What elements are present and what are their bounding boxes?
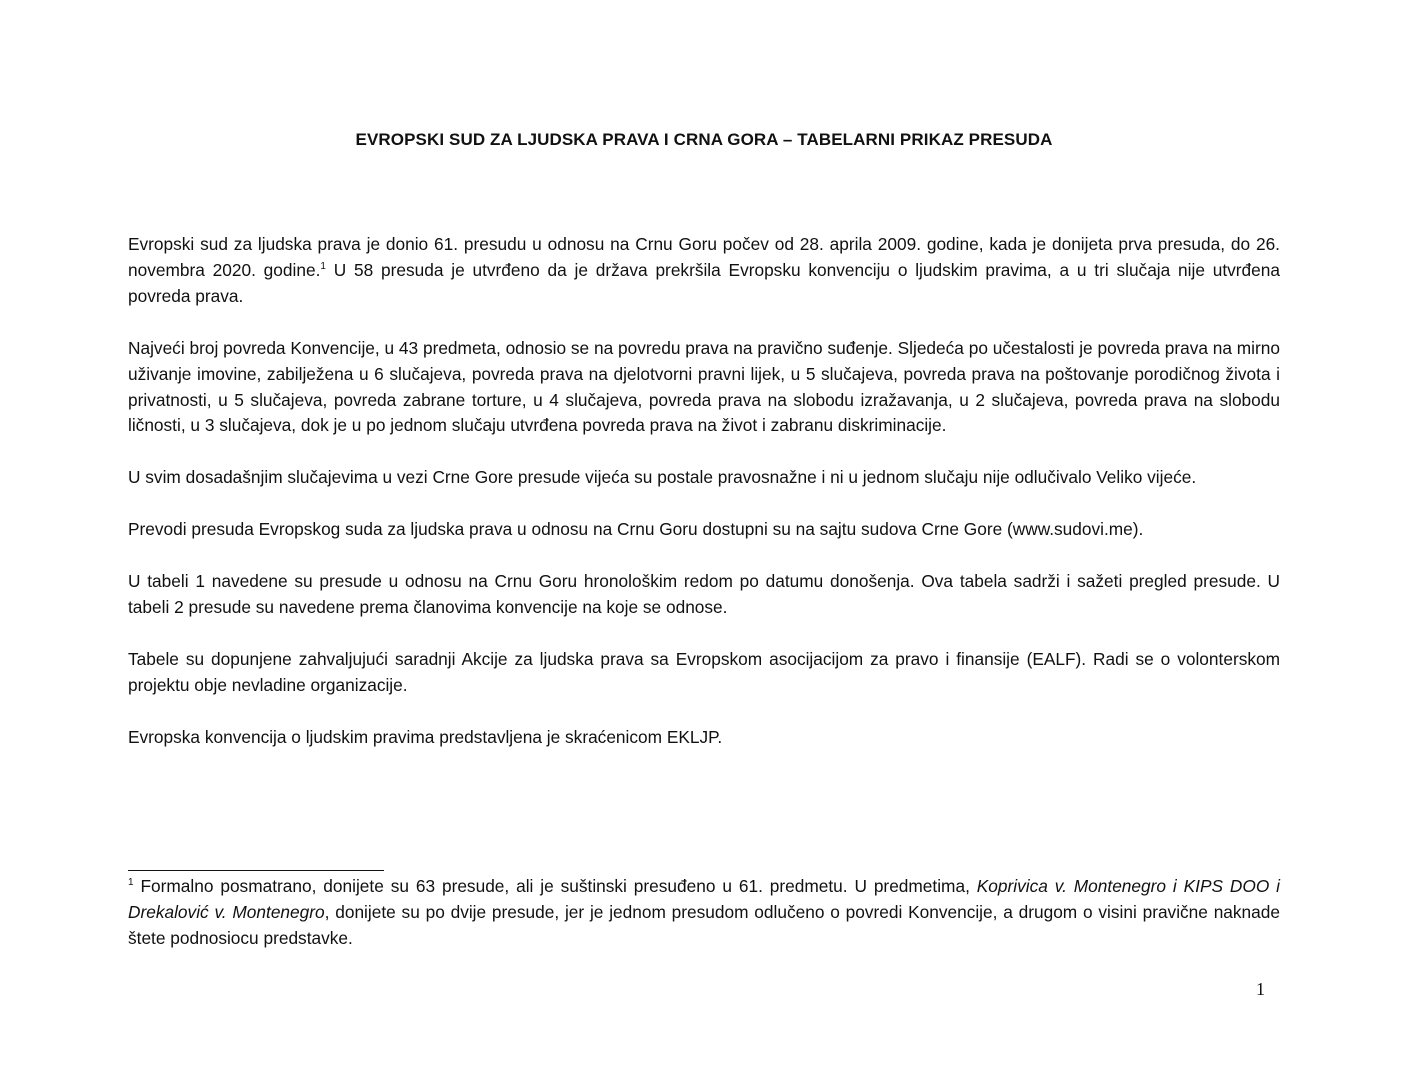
paragraph-chamber-judgments: U svim dosadašnjim slučajevima u vezi Crne Gore presude vijeća su postale pravosnažne i ni u jednom slučaju nije odlučivalo Veliko vijeće.: [128, 467, 1197, 488]
footnote-text-a: Formalno posmatrano, donijete su 63 presude, ali je suštinski presuđeno u 61. predmetu. U predmetima,: [133, 876, 977, 896]
paragraph-abbreviation: Evropska konvencija o ljudskim pravima predstavljena je skraćenicom EKLJP.: [128, 726, 723, 747]
footnote: [128, 874, 1280, 952]
footnote-case-name: Koprivica v. Montenegro i KIPS DOO i Drekalović v. Montenegro: [128, 876, 1280, 922]
footnote-reference: 1: [320, 260, 326, 272]
paragraph-tables: U tabeli 1 navedene su presude u odnosu na Crnu Goru hronološkim redom po datumu donošenja. Ova tabela sadrži i sažeti pregled presude. U tabeli 2 presude su navedene prema članovima konvencije na koje se odnose.: [128, 571, 1280, 618]
paragraph-intro-text-b: U 58 presuda je utvrđeno da je država prekršila Evropsku konvenciju o ljudskim pravima, a u tri slučaja nije utvrđena povreda prava.: [128, 259, 1280, 306]
paragraph-intro-text-a: Evropski sud za ljudska prava je donio 61. presudu u odnosu na Crnu Goru počev od 28. aprila 2009. godine, kada je donijeta prva presuda, do 26. novembra 2020. godine.: [128, 234, 1280, 280]
paragraph-translations: Prevodi presuda Evropskog suda za ljudska prava u odnosu na Crnu Goru dostupni su na sajtu sudova Crne Gore (www.sudovi.me).: [128, 519, 1144, 540]
paragraph-intro: [128, 232, 1280, 310]
paragraph-violations: Najveći broj povreda Konvencije, u 43 predmeta, odnosio se na povredu prava na pravično suđenje. Sljedeća po učestalosti je povreda prava na mirno uživanje imovine, zabilježena u 6 slučajeva, povreda prava na djelotvorni pravni lijek, u 5 slučajeva, povreda prava na poštovanje porodičnog života i privatnosti, u 5 slučajeva, povreda zabrane torture, u 4 slučajeva, povreda prava na slobodu izražavanja, u 2 slučajeva, povreda prava na slobodu ličnosti, u 3 slučajeva, dok je u po jednom slučaju utvrđena povreda prava na život i zabranu diskriminacije.: [128, 337, 1280, 436]
footnote-separator: [128, 870, 384, 871]
footnote-number: 1: [128, 877, 134, 888]
footnote-text-b: , donijete su po dvije presude, jer je jednom presudom odlučeno o povredi Konvencije, a drugom o visini pravične naknade štete podnosiocu predstavke.: [128, 901, 1280, 948]
document-title: EVROPSKI SUD ZA LJUDSKA PRAVA I CRNA GORA – TABELARNI PRIKAZ PRESUDA: [355, 130, 1053, 149]
document-body: [128, 232, 1280, 751]
page-number: 1: [1256, 979, 1265, 999]
paragraph-cooperation: Tabele su dopunjene zahvaljujući saradnji Akcije za ljudska prava sa Evropskom asocijacijom za pravo i finansije (EALF). Radi se o volonterskom projektu obje nevladine organizacije.: [128, 648, 1280, 695]
